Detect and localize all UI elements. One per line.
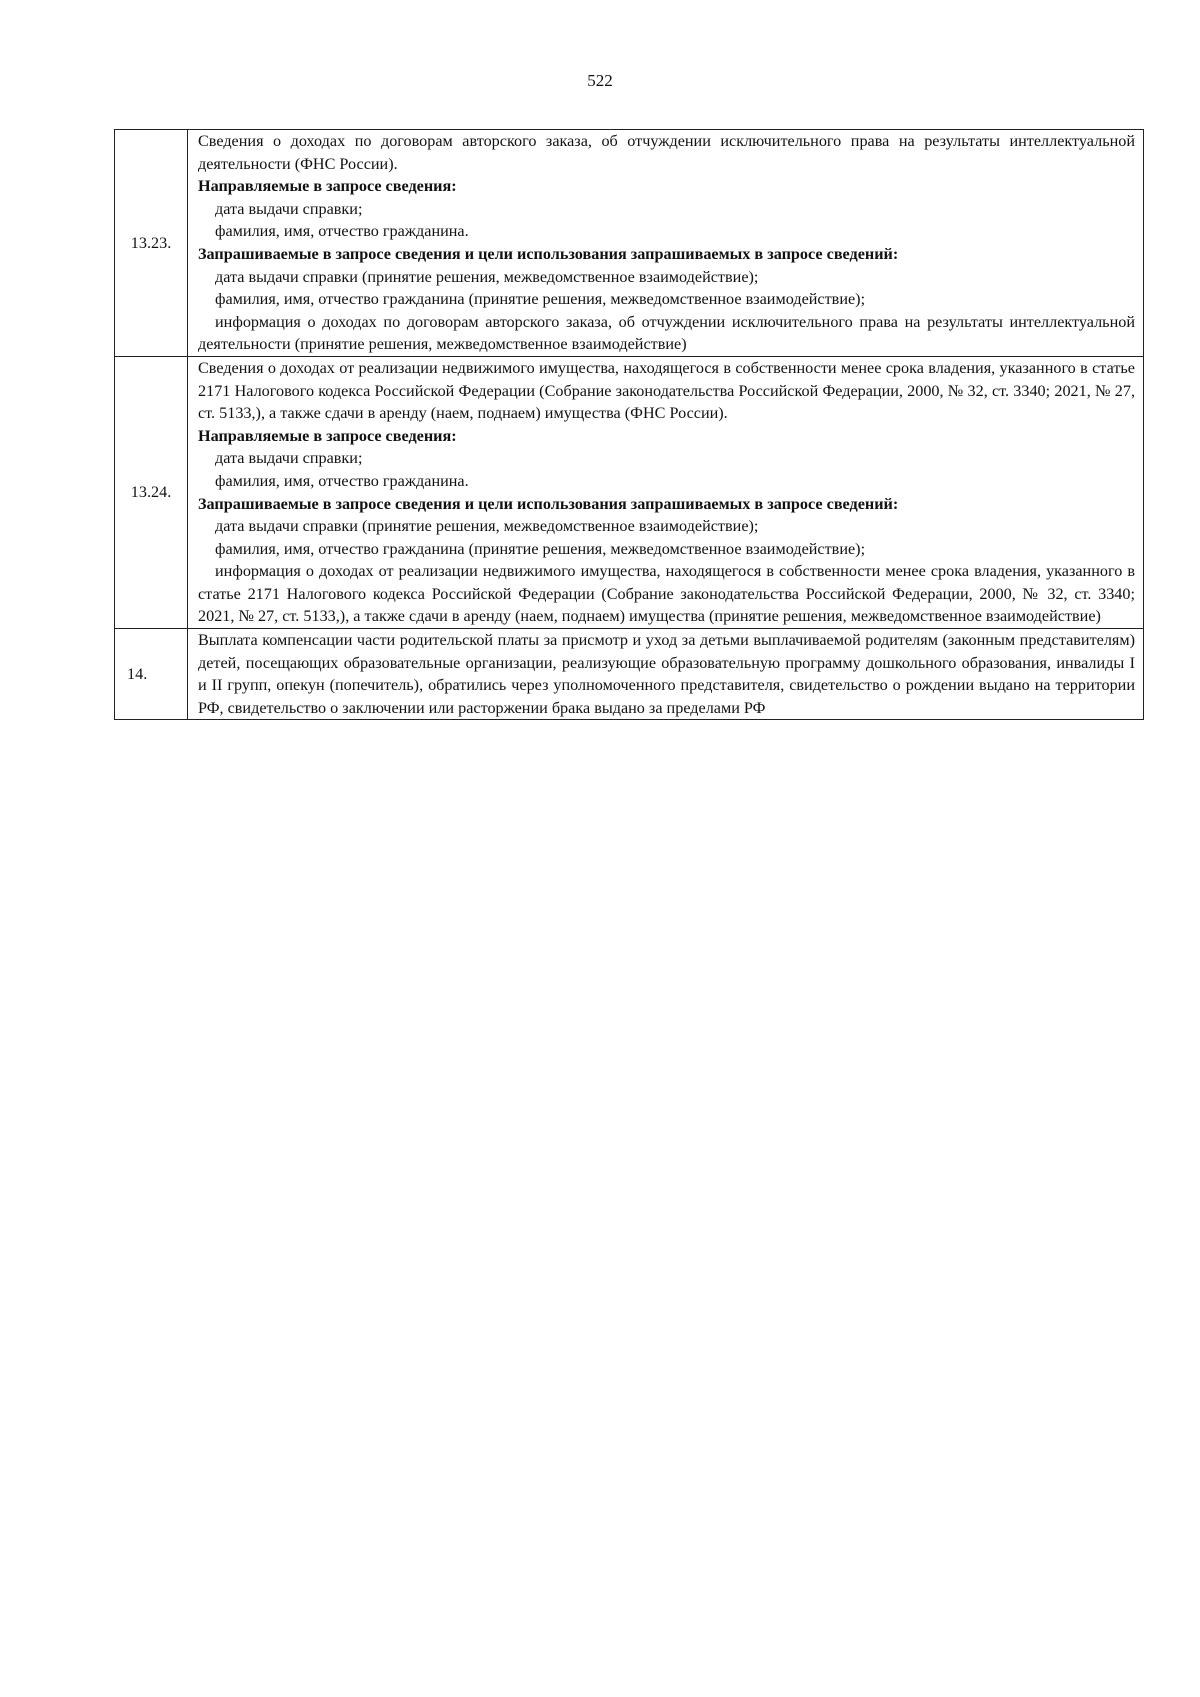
paragraph-item: фамилия, имя, отчество гражданина. [215, 471, 469, 490]
paragraph-item: фамилия, имя, отчество гражданина. [215, 222, 469, 241]
paragraph-item: информация о доходах от реализации недвижимого имущества, находящегося в собственности менее срока владения, указанного в статье 2171 Налогового кодекса Российской Федерации (Собрание законодательства Российской Федерации, 2000, № 32, ст. 3340; 2021, № 27, ст. 5133,), а также сдачи в аренду (наем, поднаем) имущества (принятие решения, межведомственное взаимодействие) [198, 562, 1135, 626]
services-table [114, 129, 1144, 720]
row-number: 13.23. [130, 233, 172, 252]
row-content-cell [188, 130, 1144, 357]
table-row [115, 356, 1144, 628]
row-number-cell [115, 356, 188, 628]
section-heading-sent: Направляемые в запросе сведения: [198, 177, 457, 196]
paragraph-item: фамилия, имя, отчество гражданина (принятие решения, межведомственное взаимодействие); [215, 290, 866, 309]
paragraph-item: дата выдачи справки; [215, 449, 363, 468]
paragraph-item: дата выдачи справки (принятие решения, межведомственное взаимодействие); [215, 267, 759, 286]
section-heading-sent: Направляемые в запросе сведения: [198, 426, 457, 445]
paragraph-item: информация о доходах по договорам авторского заказа, об отчуждении исключительного права на результаты интеллектуальной деятельности (принятие решения, межведомственное взаимодействие) [198, 312, 1135, 354]
section-heading-requested: Запрашиваемые в запросе сведения и цели использования запрашиваемых в запросе сведений: [198, 494, 899, 513]
row-content-cell [188, 629, 1144, 720]
paragraph-title: Сведения о доходах по договорам авторского заказа, об отчуждении исключительного права на результаты интеллектуальной деятельности (ФНС России). [198, 132, 1135, 173]
row-number-cell [115, 629, 188, 720]
paragraph-item: дата выдачи справки; [215, 199, 363, 218]
row-number: 13.24. [130, 483, 172, 502]
table-row [115, 130, 1144, 357]
page-number: 522 [587, 71, 613, 90]
paragraph-title: Сведения о доходах от реализации недвижимого имущества, находящегося в собственности менее срока владения, указанного в статье 2171 Налогового кодекса Российской Федерации (Собрание законодательства Российской Федерации, 2000, № 32, ст. 3340; 2021, № 27, ст. 5133,), а также сдачи в аренду (наем, поднаем) имущества (ФНС России). [198, 358, 1135, 423]
table-row [115, 629, 1144, 720]
row-number-cell [115, 130, 188, 357]
paragraph-item: фамилия, имя, отчество гражданина (принятие решения, межведомственное взаимодействие); [215, 539, 866, 558]
paragraph-title: Выплата компенсации части родительской платы за присмотр и уход за детьми выплачиваемой родителям (законным представителям) детей, посещающих образовательные организации, реализующие образовательную программу дошкольного образования, инвалиды I и II групп, опекун (попечитель), обратились через уполномоченного представителя, свидетельство о рождении выдано на территории РФ, свидетельство о заключении или расторжении брака выдано за пределами РФ [198, 631, 1135, 717]
paragraph-item: дата выдачи справки (принятие решения, межведомственное взаимодействие); [215, 517, 759, 536]
section-heading-requested: Запрашиваемые в запросе сведения и цели использования запрашиваемых в запросе сведений: [198, 244, 899, 263]
row-content-cell [188, 356, 1144, 628]
row-number: 14. [127, 664, 148, 683]
